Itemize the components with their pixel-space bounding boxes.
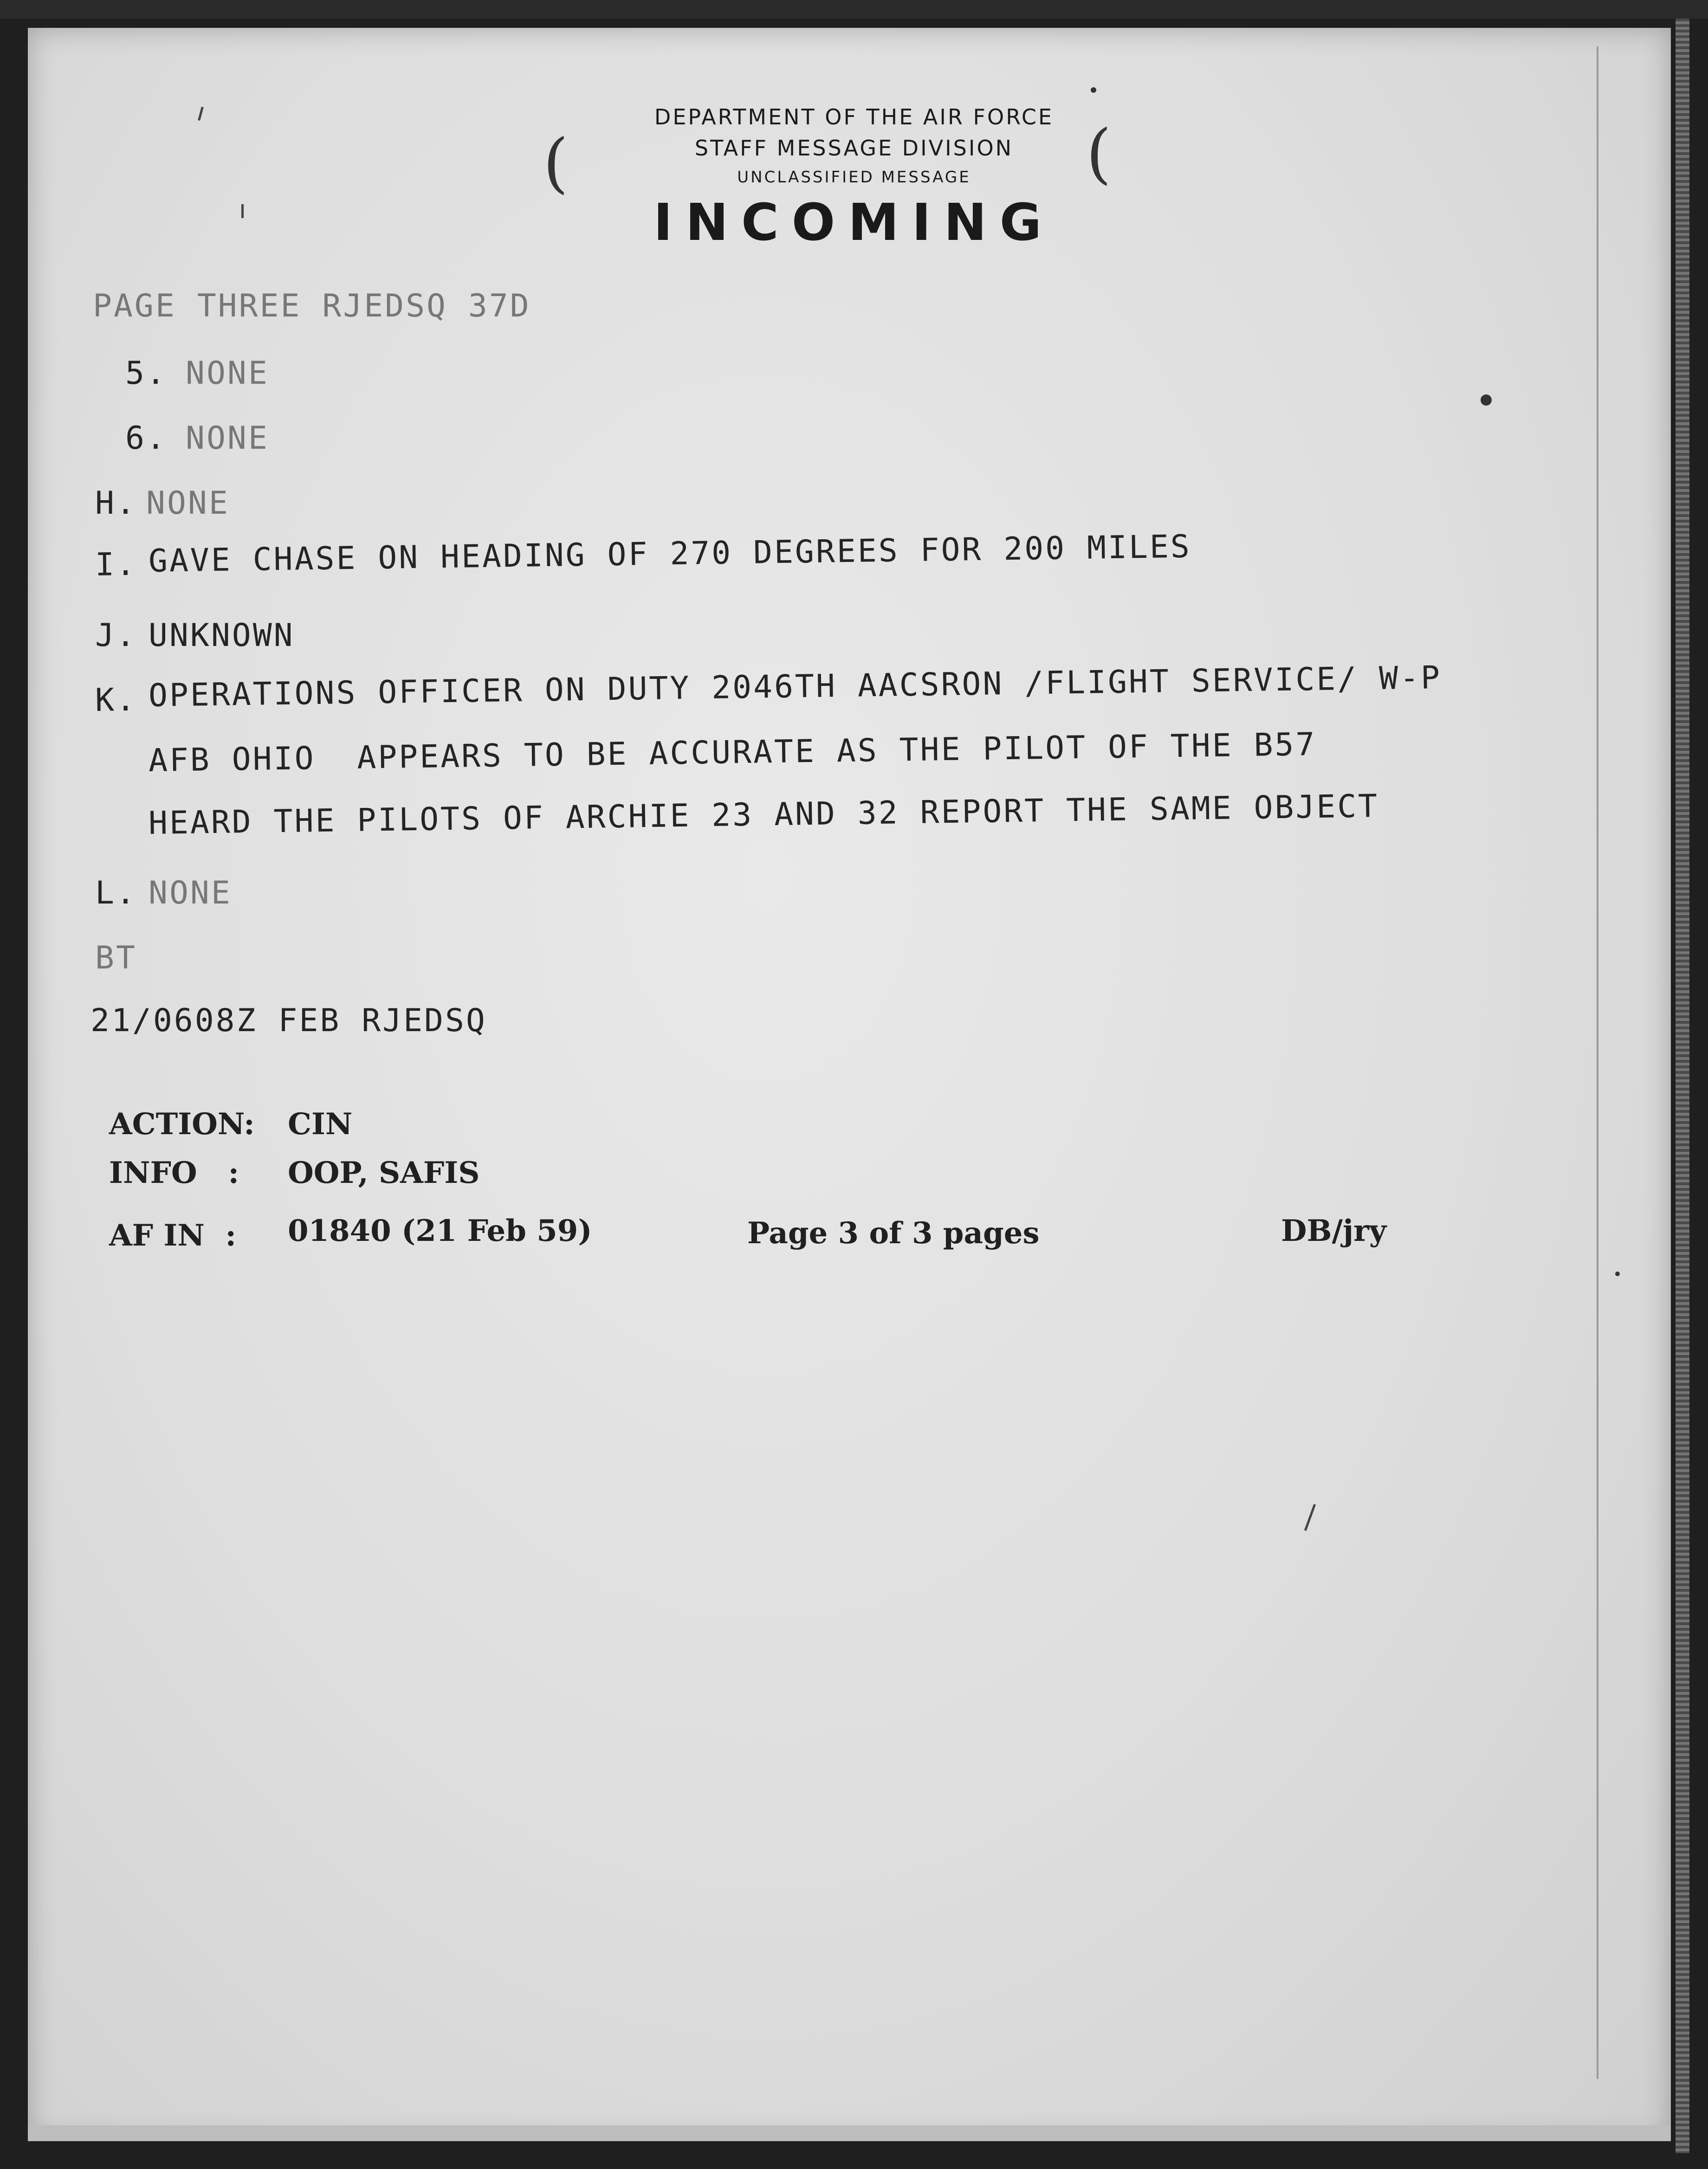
item-j-text: UNKNOWN [149, 617, 295, 654]
af-in-label: AF IN : [109, 1218, 236, 1253]
item-k-marker: K. [95, 681, 137, 719]
action-value: CIN [288, 1107, 353, 1142]
page-of-pages: Page 3 of 3 pages [747, 1216, 1040, 1251]
pen-mark [241, 204, 244, 218]
item-h-marker: H. [95, 485, 137, 522]
scan-speck [1091, 87, 1096, 93]
item-l-text: NONE [149, 875, 232, 911]
classification-heading: UNCLASSIFIED MESSAGE [737, 168, 971, 187]
scan-speck [1481, 394, 1492, 406]
division-heading: STAFF MESSAGE DIVISION [694, 136, 1014, 161]
department-heading: DEPARTMENT OF THE AIR FORCE [654, 104, 1054, 129]
af-in-value: 01840 (21 Feb 59) [288, 1214, 592, 1248]
item-h-text: NONE [146, 485, 230, 522]
item-5-text: NONE [186, 355, 269, 392]
scan-border-top [0, 0, 1708, 19]
item-i-text: GAVE CHASE ON HEADING OF 270 DEGREES FOR 200 MILES [148, 528, 1192, 580]
info-label: INFO : [109, 1156, 239, 1190]
document-page [28, 28, 1671, 2141]
item-k-text: OPERATIONS OFFICER ON DUTY 2046TH AACSRON /FLIGHT SERVICE/ W-P [148, 659, 1442, 714]
left-paren-mark: ( [543, 125, 569, 201]
info-value: OOP, SAFIS [288, 1156, 480, 1190]
item-j-marker: J. [95, 617, 137, 654]
item-l-marker: L. [95, 875, 137, 911]
item-5-marker: 5. [125, 355, 167, 392]
right-paren-mark: ( [1086, 116, 1112, 192]
action-label: ACTION: [109, 1107, 255, 1142]
scan-edge-right [1676, 19, 1689, 2153]
page-line: PAGE THREE RJEDSQ 37D [93, 288, 531, 324]
item-k-continuation-2: HEARD THE PILOTS OF ARCHIE 23 AND 32 REPORT THE SAME OBJECT [148, 788, 1379, 842]
scan-speck [1615, 1272, 1620, 1276]
item-6-text: NONE [186, 420, 269, 457]
incoming-heading: INCOMING [653, 193, 1055, 252]
page-edge-rule [1597, 46, 1598, 2079]
scan-border-bottom [28, 2125, 1671, 2141]
item-6-marker: 6. [125, 420, 167, 457]
item-k-continuation-1: AFB OHIO APPEARS TO BE ACCURATE AS THE PILOT OF THE B57 [148, 726, 1317, 779]
break-mark: BT [95, 940, 137, 976]
date-time-group: 21/0608Z FEB RJEDSQ [91, 1002, 487, 1039]
item-i-marker: I. [95, 546, 137, 583]
typist-initials: DB/jry [1281, 1214, 1387, 1248]
